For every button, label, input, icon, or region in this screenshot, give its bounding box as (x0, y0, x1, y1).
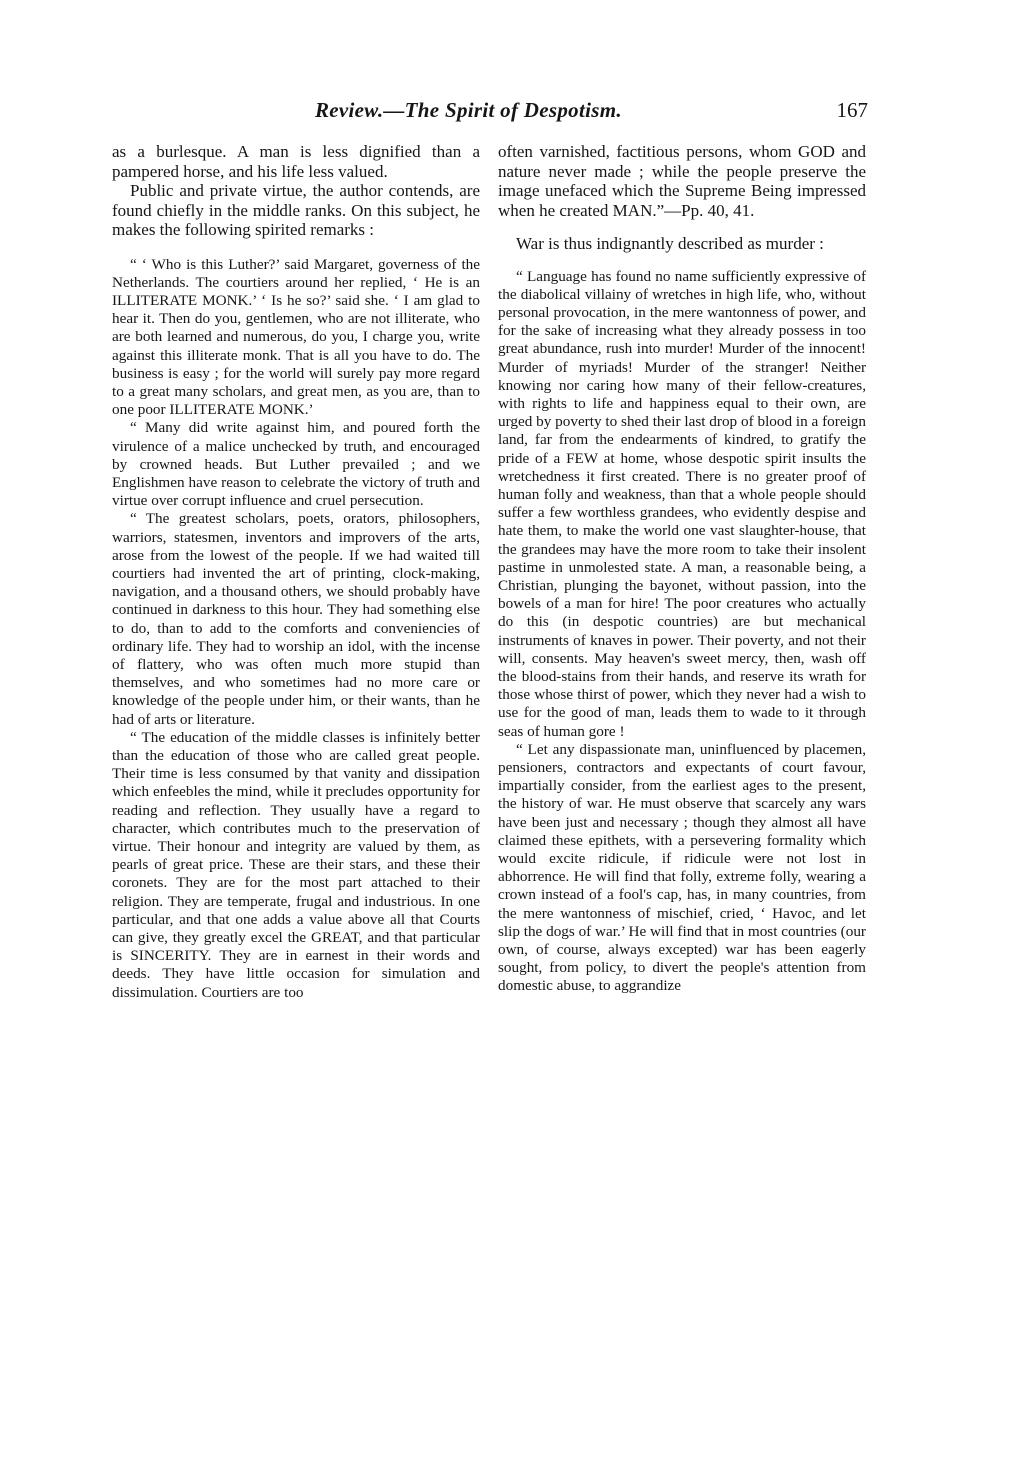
paragraph: Public and private virtue, the author contends, are found chiefly in the middle ranks. On this subject, he makes the following spirited remarks : (112, 181, 480, 239)
paragraph: War is thus indignantly described as murder : (516, 234, 824, 253)
quote-paragraph: “ The education of the middle classes is infinitely better than the education of those who are called great people. Their time is less consumed by that vanity and dissipation which enfeebles the mind, while it precludes opportunity for reading and reflection. They usually have a regard to character, which contributes much to the preservation of virtue. Their honour and integrity are valued by them, as pearls of great price. These are their stars, and these their coronets. They are for the most part attached to their religion. They are temperate, frugal and industrious. In one particular, and that one adds a value above all that Courts can give, they greatly excel the GREAT, and that particular is SINCERITY. They are in earnest in their words and deeds. They have little occasion for simulation and dissimulation. Courtiers are too (112, 728, 480, 1001)
quote-paragraph: “ Language has found no name sufficiently expressive of the diabolical villainy of wretches in high life, who, without personal provocation, in the mere wantonness of power, and for the sake of increasing what they already possess in too great abundance, rush into murder! Murder of the innocent! Murder of myriads! Murder of the stranger! Neither knowing nor caring how many of their fellow-creatures, with rights to life and happiness equal to their own, are urged by poverty to shed their last drop of blood in a foreign land, far from the endearments of kindred, to gratify the pride of a FEW at home, whose despotic spirit insults the wretchedness it first created. There is no greater proof of human folly and weakness, than that a whole people should suffer a few worthless grandees, who evidently despise and hate them, to make the world one vast slaughter-house, that the grandees may have the more room to take their insolent pastime in unmolested state. A man, a reasonable being, a Christian, plunging the bayonet, without passion, into the bowels of a man for hire! The poor creatures who actually do this (in despotic countries) are but mechanical instruments of knaves in power. Their poverty, and not their will, consents. May heaven's sweet mercy, then, wash off the blood-stains from their hands, and reserve its wrath for those whose thirst of power, which they never had a wish to use for the good of man, leads them to wade to it through seas of human gore ! (498, 267, 866, 740)
quote-paragraph: “ ‘ Who is this Luther?’ said Margaret, governess of the Netherlands. The courtiers around her replied, ‘ He is an ILLITERATE MONK.’ ‘ Is he so?’ said she. ‘ I am glad to hear it. Then do you, gentlemen, who are not illiterate, who are both learned and numerous, do you, I charge you, write against this illiterate monk. That is all you have to do. The business is easy ; for the world will surely pay more regard to a great many scholars, and great men, as you are, than to one poor ILLITERATE MONK.’ (112, 255, 480, 419)
page-number: 167 (836, 98, 868, 122)
left-column (112, 142, 480, 1002)
paragraph: often varnished, factitious persons, whom GOD and nature never made ; while the people preserve the image unefaced which the Supreme Being impressed when he created MAN.”—Pp. 40, 41. (498, 142, 866, 220)
right-column (498, 142, 866, 996)
running-title: Review.—The Spirit of Despotism. (315, 98, 622, 122)
quote-paragraph: “ Let any dispassionate man, uninfluenced by placemen, pensioners, contractors and expectants of court favour, impartially consider, from the earliest ages to the present, the history of war. He must observe that scarcely any wars have been just and necessary ; though they almost all have claimed these epithets, with a persevering formality which would excite ridicule, if ridicule were not lost in abhorrence. He will find that folly, extreme folly, wearing a crown instead of a fool's cap, has, in many countries, from the mere wantonness of mischief, cried, ‘ Havoc, and let slip the dogs of war.’ He will find that in most countries (our own, of course, always excepted) war has been eagerly sought, from policy, to divert the people's attention from domestic abuse, to aggrandize (498, 740, 866, 995)
running-head (110, 98, 880, 132)
quote-paragraph: “ Many did write against him, and poured forth the virulence of a malice unchecked by truth, and encouraged by crowned heads. But Luther prevailed ; and we Englishmen have reason to celebrate the victory of truth and virtue over corrupt influence and cruel persecution. (112, 419, 480, 510)
quote-paragraph: “ The greatest scholars, poets, orators, philosophers, warriors, statesmen, inventors and improvers of the arts, arose from the lowest of the people. If we had waited till courtiers had invented the art of printing, clock-making, navigation, and a thousand others, we should probably have continued in darkness to this hour. They had something else to do, than to add to the comforts and conveniencies of ordinary life. They had to worship an idol, with the incense of flattery, who was often much more stupid than themselves, and who sometimes had no more care or knowledge of the people under him, or their wants, than he had of arts or literature. (112, 510, 480, 728)
paragraph: as a burlesque. A man is less dignified than a pampered horse, and his life less valued. (112, 142, 480, 181)
